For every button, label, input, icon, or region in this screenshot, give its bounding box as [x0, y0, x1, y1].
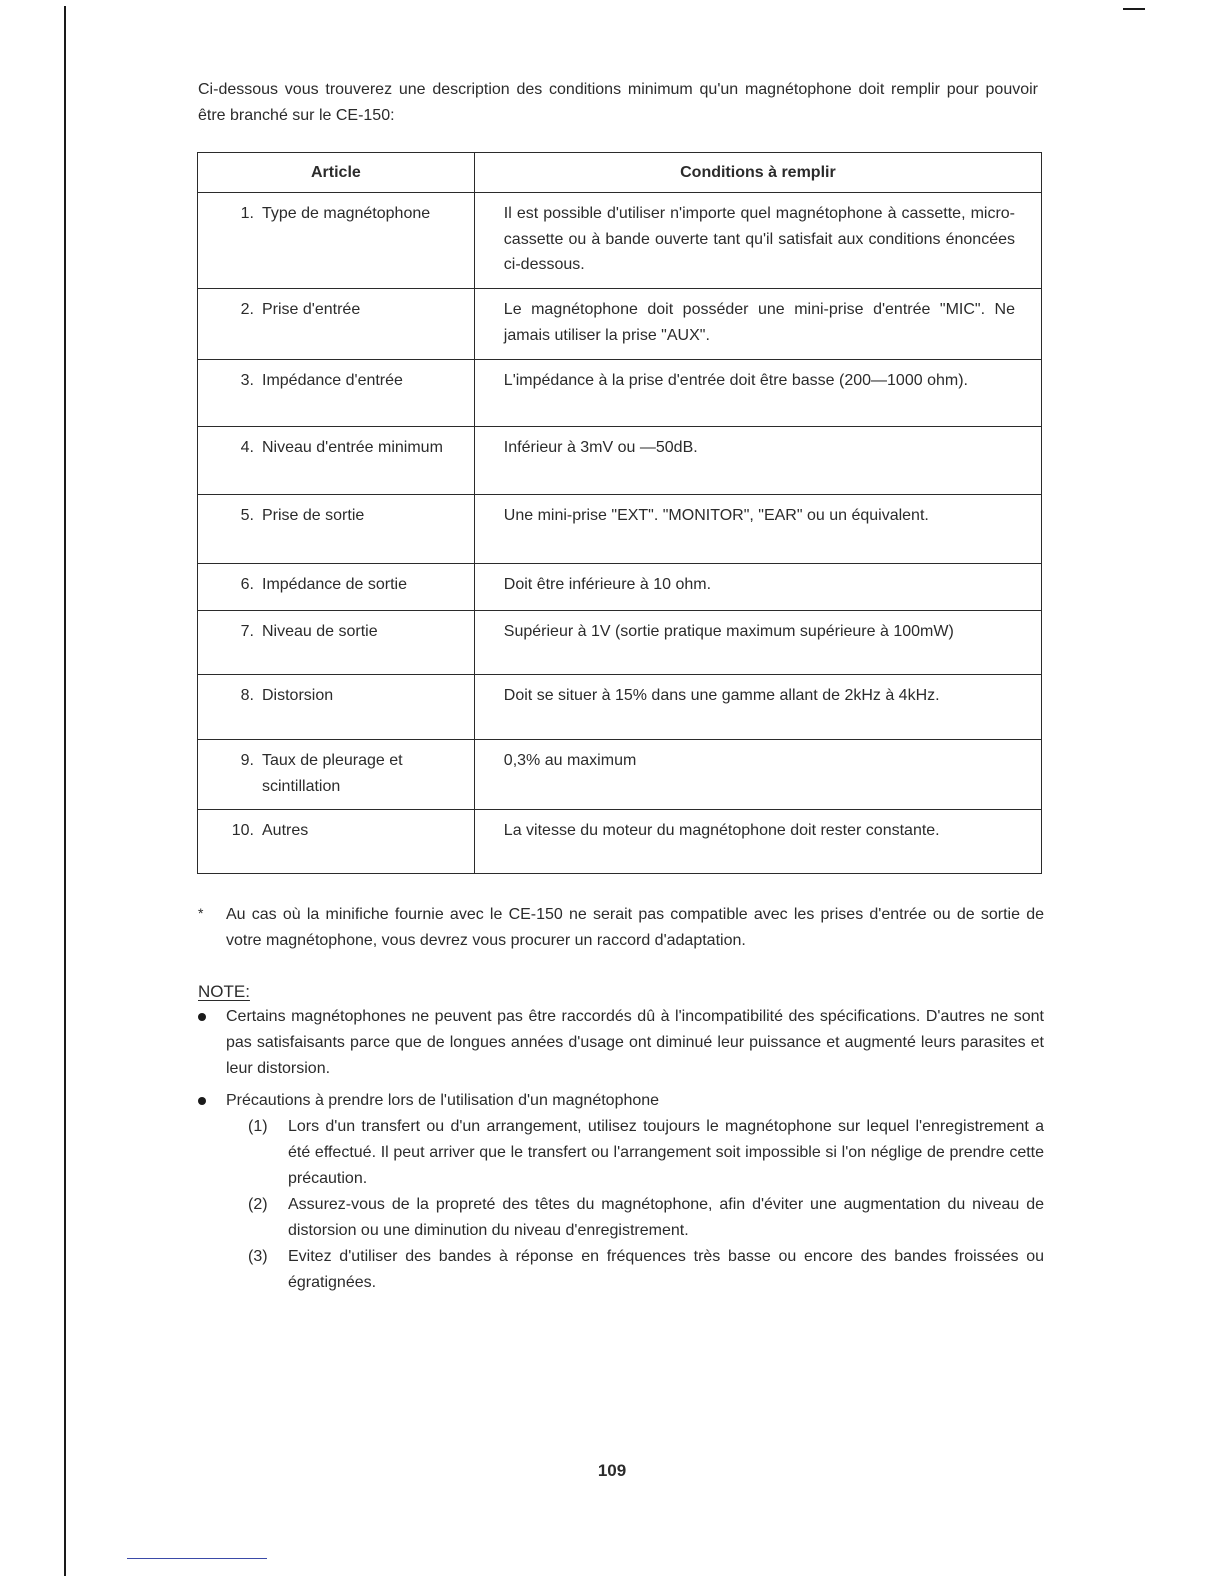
- article-label: Autres: [262, 822, 309, 839]
- list-item: [248, 1114, 1044, 1192]
- scan-bottom-mark: [127, 1558, 267, 1559]
- footnote-text: Au cas où la minifiche fournie avec le CE-150 ne serait pas compatible avec les prises d'entrée ou de sortie de votre magnétophone, vous devrez vous procurer un raccord d'adaptation.: [226, 906, 1044, 949]
- scan-top-mark: [1123, 8, 1145, 10]
- precaution-text: Lors d'un transfert ou d'un arrangement, utilisez toujours le magnétophone sur lequel l'enregistrement a été effectué. Il peut arriver que le transfert ou l'arrangement soit impossible si l'on néglige de prendre cette précaution.: [288, 1118, 1044, 1187]
- precautions-list: [198, 1114, 1044, 1296]
- table-row: [198, 289, 1042, 360]
- intro-paragraph: Ci-dessous vous trouverez une description des conditions minimum qu'un magnétophone doit remplir pour pouvoir être branché sur le CE-150:: [198, 81, 1038, 124]
- table-row: [198, 675, 1042, 740]
- footnote: [198, 902, 1044, 954]
- article-number: 4.: [240, 439, 254, 456]
- table-header-row: [198, 153, 1042, 193]
- list-item: [248, 1244, 1044, 1296]
- article-label: Impédance de sortie: [262, 576, 407, 593]
- precaution-number: (2): [248, 1196, 268, 1213]
- table-row: [198, 611, 1042, 675]
- condition-cell: Inférieur à 3mV ou —50dB.: [474, 427, 1041, 495]
- article-number: 10.: [231, 822, 254, 839]
- table-row: [198, 427, 1042, 495]
- bullet-dot-icon: [198, 1097, 206, 1105]
- condition-cell: Le magnétophone doit posséder une mini-prise d'entrée "MIC". Ne jamais utiliser la prise "AUX".: [474, 289, 1041, 360]
- note-heading: NOTE:: [198, 982, 250, 1001]
- table-row: [198, 810, 1042, 874]
- article-number: 5.: [240, 507, 254, 524]
- article-label: Prise de sortie: [262, 507, 365, 524]
- article-label: Prise d'entrée: [262, 301, 361, 318]
- bullet-text: Précautions à prendre lors de l'utilisation d'un magnétophone: [226, 1092, 660, 1109]
- page-number: 109: [597, 1461, 627, 1480]
- condition-cell: Doit être inférieure à 10 ohm.: [474, 564, 1041, 611]
- article-label: Distorsion: [262, 687, 334, 704]
- requirements-table: [197, 152, 1042, 874]
- article-number: 8.: [240, 687, 254, 704]
- list-item: [248, 1192, 1044, 1244]
- precaution-number: (3): [248, 1248, 268, 1265]
- article-cell: [198, 810, 475, 874]
- bullet-dot-icon: [198, 1013, 206, 1021]
- precaution-text: Evitez d'utiliser des bandes à réponse en fréquences très basse ou encore des bandes froissées ou égratignées.: [288, 1248, 1044, 1291]
- note-bullet-precautions: [198, 1088, 1044, 1296]
- table-row: [198, 495, 1042, 564]
- scan-edge-line: [64, 6, 66, 1576]
- precaution-number: (1): [248, 1118, 268, 1135]
- condition-cell: Doit se situer à 15% dans une gamme allant de 2kHz à 4kHz.: [474, 675, 1041, 740]
- precaution-text: Assurez-vous de la propreté des têtes du magnétophone, afin d'éviter une augmentation du niveau de distorsion ou une diminution du niveau d'enregistrement.: [288, 1196, 1044, 1239]
- condition-cell: 0,3% au maximum: [474, 740, 1041, 810]
- article-cell: [198, 193, 475, 289]
- table-row: [198, 740, 1042, 810]
- article-number: 6.: [240, 576, 254, 593]
- article-number: 1.: [240, 205, 254, 222]
- article-cell: [198, 360, 475, 427]
- article-cell: [198, 564, 475, 611]
- table-row: [198, 564, 1042, 611]
- condition-cell: Une mini-prise "EXT". "MONITOR", "EAR" ou un équivalent.: [474, 495, 1041, 564]
- header-article: Article: [198, 153, 475, 193]
- article-number: 7.: [240, 623, 254, 640]
- condition-cell: La vitesse du moteur du magnétophone doit rester constante.: [474, 810, 1041, 874]
- article-cell: [198, 289, 475, 360]
- note-bullet-compatibility: [198, 1004, 1044, 1082]
- article-cell: [198, 611, 475, 675]
- table-row: [198, 193, 1042, 289]
- article-cell: [198, 675, 475, 740]
- table-row: [198, 360, 1042, 427]
- article-label: Type de magnétophone: [262, 205, 431, 222]
- article-cell: [198, 740, 475, 810]
- article-cell: [198, 427, 475, 495]
- article-cell: [198, 495, 475, 564]
- article-label: Niveau d'entrée minimum: [262, 439, 443, 456]
- bullet-text: Certains magnétophones ne peuvent pas être raccordés dû à l'incompatibilité des spécifications. D'autres ne sont pas satisfaisants parce que de longues années d'usage ont diminué leur puissance et augmenté leurs parasites et leur distorsion.: [226, 1008, 1044, 1077]
- article-number: 9.: [240, 752, 254, 769]
- article-number: 3.: [240, 372, 254, 389]
- condition-cell: Il est possible d'utiliser n'importe quel magnétophone à cassette, micro-cassette ou à bande ouverte tant qu'il satisfait aux conditions énoncées ci-dessous.: [474, 193, 1041, 289]
- article-label: Niveau de sortie: [262, 623, 378, 640]
- header-conditions: Conditions à remplir: [474, 153, 1041, 193]
- article-label: Taux de pleurage et scintillation: [262, 752, 403, 795]
- condition-cell: Supérieur à 1V (sortie pratique maximum supérieure à 100mW): [474, 611, 1041, 675]
- article-number: 2.: [240, 301, 254, 318]
- condition-cell: L'impédance à la prise d'entrée doit être basse (200—1000 ohm).: [474, 360, 1041, 427]
- article-label: Impédance d'entrée: [262, 372, 403, 389]
- footnote-marker: *: [198, 905, 204, 921]
